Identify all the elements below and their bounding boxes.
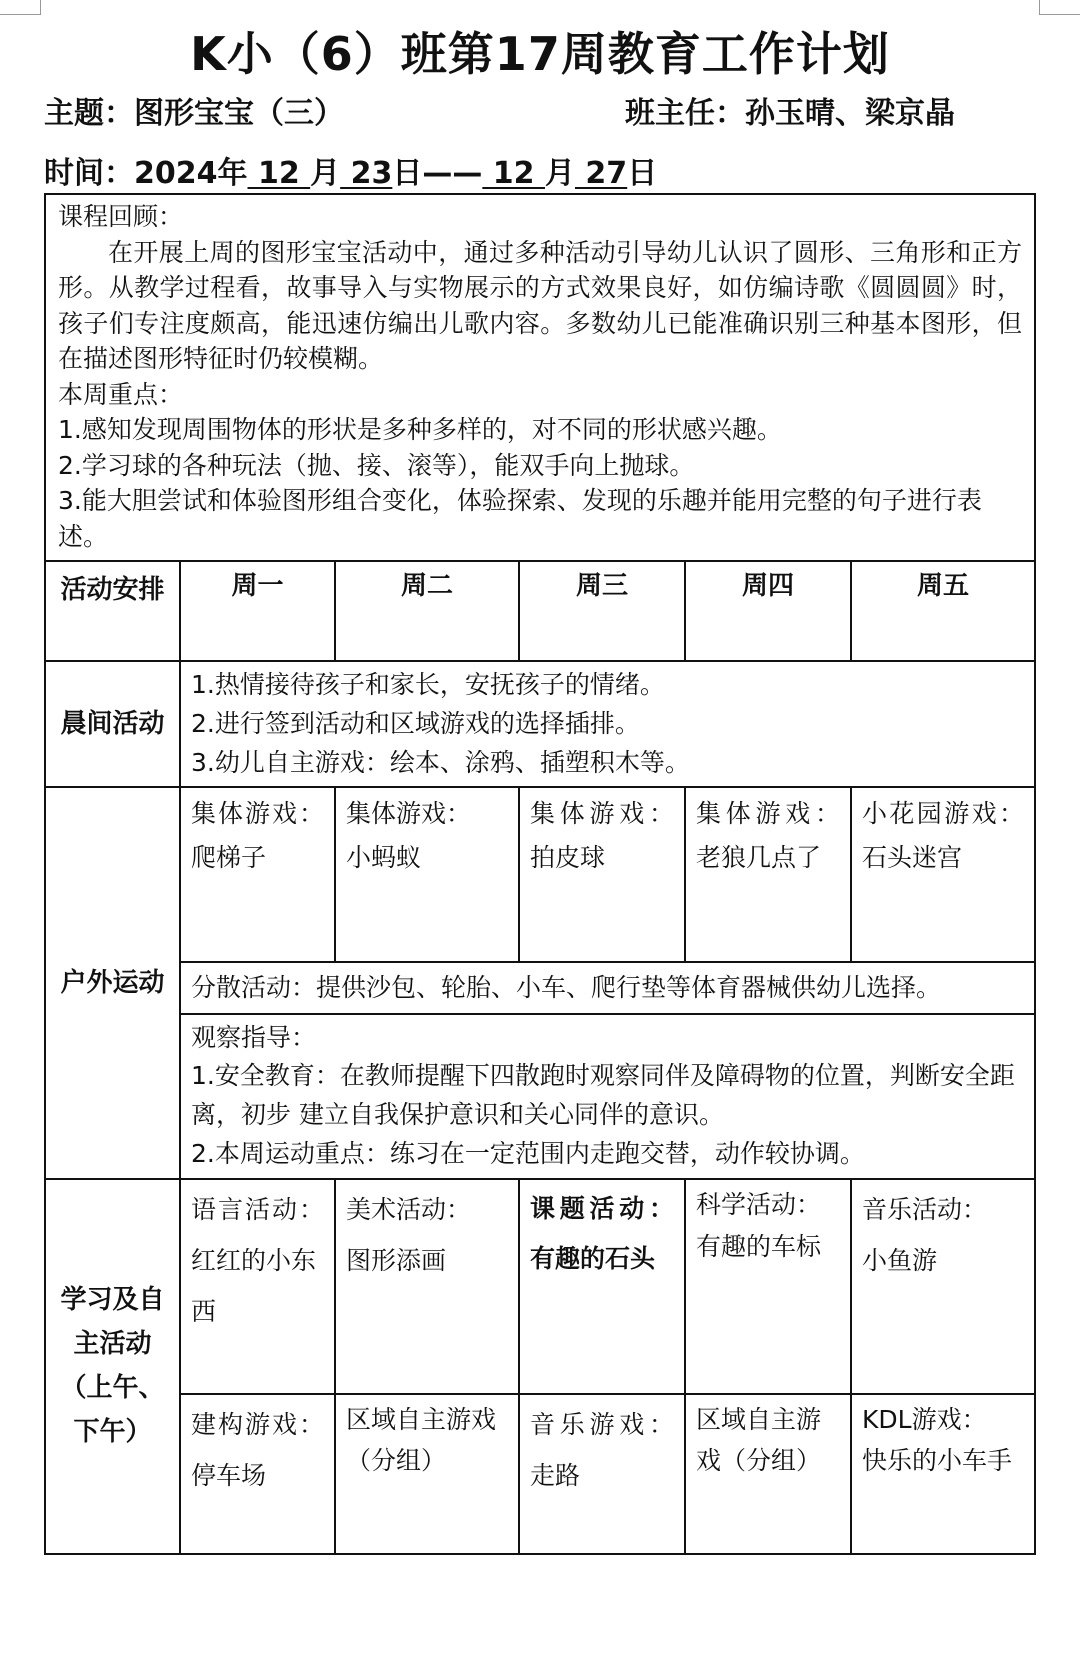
time-suffix: 日 [627, 156, 658, 191]
study-thursday-2 [685, 1394, 851, 1554]
day-start: 23 [340, 156, 393, 191]
month-end: 12 [482, 156, 545, 191]
activity-type: 课题活动： [530, 1193, 674, 1223]
scatter-activity: 分散活动：提供沙包、轮胎、小车、爬行垫等体育器械供幼儿选择。 [180, 962, 1035, 1013]
activity-type: 音乐游戏： [530, 1409, 674, 1439]
game-name: 小蚂蚁 [346, 843, 422, 872]
time-mid: 日—— [392, 156, 483, 191]
study-thursday-1 [685, 1179, 851, 1394]
outdoor-game-friday [851, 787, 1035, 962]
study-monday-2 [180, 1394, 335, 1554]
time-prefix: 时间：2024年 [44, 156, 248, 191]
month-label-end: 月 [544, 156, 575, 191]
activity-type: 美术活动： [346, 1194, 472, 1224]
page-corner-mark-left [0, 0, 41, 15]
morning-label: 晨间活动 [45, 661, 180, 787]
theme-line: 主题：图形宝宝（三） [44, 96, 344, 131]
day-end: 27 [574, 156, 628, 191]
activity-type: 语言活动： [191, 1194, 324, 1224]
study-label: 学习及自主活动（上午、下午） [45, 1179, 180, 1554]
study-friday-1 [851, 1179, 1035, 1394]
focus-item: 2.学习球的各种玩法（抛、接、滚等），能双手向上抛球。 [58, 450, 695, 480]
game-name: 石头迷宫 [862, 843, 963, 872]
study-wednesday-1 [519, 1179, 685, 1394]
month-start: 12 [247, 156, 311, 191]
activity-name: 快乐的小车手 [862, 1445, 1013, 1475]
month-label-start: 月 [310, 156, 341, 191]
morning-row [45, 661, 1035, 787]
game-type: 集体游戏： [346, 799, 472, 829]
guide-heading: 观察指导： [191, 1022, 317, 1052]
outdoor-guide-row [45, 1014, 1035, 1179]
outdoor-scatter-row [45, 962, 1035, 1013]
study-tuesday-1 [335, 1179, 519, 1394]
day-thursday: 周四 [685, 561, 851, 661]
activity-type: 区域自主游戏（分组） [696, 1404, 822, 1475]
day-wednesday: 周三 [519, 561, 685, 661]
activity-name: 红红的小东西 [191, 1245, 317, 1326]
activity-name: 有趣的石头 [530, 1243, 656, 1273]
day-monday: 周一 [180, 561, 335, 661]
outdoor-label: 户外运动 [45, 787, 180, 1178]
guide-item: 2.本周运动重点：练习在一定范围内走跑交替，动作较协调。 [191, 1138, 865, 1168]
morning-content [180, 661, 1035, 787]
activity-type: 音乐活动： [862, 1194, 988, 1224]
study-wednesday-2 [519, 1394, 685, 1554]
focus-item: 1.感知发现周围物体的形状是多种多样的，对不同的形状感兴趣。 [58, 415, 782, 444]
game-type: 集体游戏： [191, 799, 324, 829]
review-paragraph: 在开展上周的图形宝宝活动中，通过多种活动引导幼儿认识了圆形、三角形和正方形。从教学过程看，故事导入与实物展示的方式效果良好，如仿编诗歌《圆圆圆》时，孩子们专注度颇高，能迅速仿编出儿歌内容。多数幼儿已能准确识别三种基本图形，但在描述图形特征时仍较模糊。 [58, 237, 1023, 373]
day-friday: 周五 [851, 561, 1035, 661]
activity-type: 区域自主游戏（分组） [346, 1404, 497, 1475]
time-line [44, 148, 657, 192]
study-row-1 [45, 1179, 1035, 1394]
day-tuesday: 周二 [335, 561, 519, 661]
outdoor-games-row [45, 787, 1035, 962]
review-row [45, 194, 1035, 561]
game-name: 爬梯子 [191, 843, 267, 872]
morning-item: 1.热情接待孩子和家长，安抚孩子的情绪。 [191, 670, 665, 699]
game-type: 集体游戏： [530, 799, 674, 829]
game-name: 老狼几点了 [696, 843, 822, 872]
activity-name: 图形添画 [346, 1245, 447, 1275]
observation-guide [180, 1014, 1035, 1179]
study-monday-1 [180, 1179, 335, 1394]
focus-heading: 本周重点： [58, 379, 184, 409]
guide-item: 1.安全教育：在教师提醒下四散跑时观察同伴及障碍物的位置，判断安全距离，初步 建立自我保护意识和关心同伴的意识。 [191, 1061, 1015, 1129]
activity-type: 科学活动： [696, 1189, 822, 1219]
morning-item: 2.进行签到活动和区域游戏的选择插排。 [191, 708, 640, 738]
schedule-label: 活动安排 [45, 561, 180, 661]
study-friday-2 [851, 1394, 1035, 1554]
activity-name: 小鱼游 [862, 1245, 938, 1275]
study-row-2 [45, 1394, 1035, 1554]
outdoor-game-thursday [685, 787, 851, 962]
morning-item: 3.幼儿自主游戏：绘本、涂鸦、插塑积木等。 [191, 747, 690, 777]
course-review [45, 194, 1035, 561]
activity-name: 走路 [530, 1460, 581, 1490]
study-tuesday-2 [335, 1394, 519, 1554]
game-name: 拍皮球 [530, 843, 606, 872]
activity-type: 建构游戏： [191, 1409, 324, 1439]
activity-name: 停车场 [191, 1460, 267, 1490]
teacher-line: 班主任：孙玉晴、梁京晶 [625, 96, 955, 131]
outdoor-game-tuesday [335, 787, 519, 962]
activity-name: 有趣的车标 [696, 1232, 822, 1261]
page-title: K小（6）班第17周教育工作计划 [190, 27, 890, 81]
plan-table [44, 193, 1036, 1555]
schedule-header-row [45, 561, 1035, 661]
outdoor-game-monday [180, 787, 335, 962]
game-type: 集体游戏： [696, 799, 840, 829]
outdoor-game-wednesday [519, 787, 685, 962]
page-corner-mark-right [1039, 0, 1080, 15]
activity-type: KDL游戏： [862, 1404, 987, 1434]
focus-item: 3.能大胆尝试和体验图形组合变化，体验探索、发现的乐趣并能用完整的句子进行表述。 [58, 486, 982, 551]
review-heading: 课程回顾： [58, 202, 184, 231]
game-type: 小花园游戏： [862, 799, 1025, 829]
